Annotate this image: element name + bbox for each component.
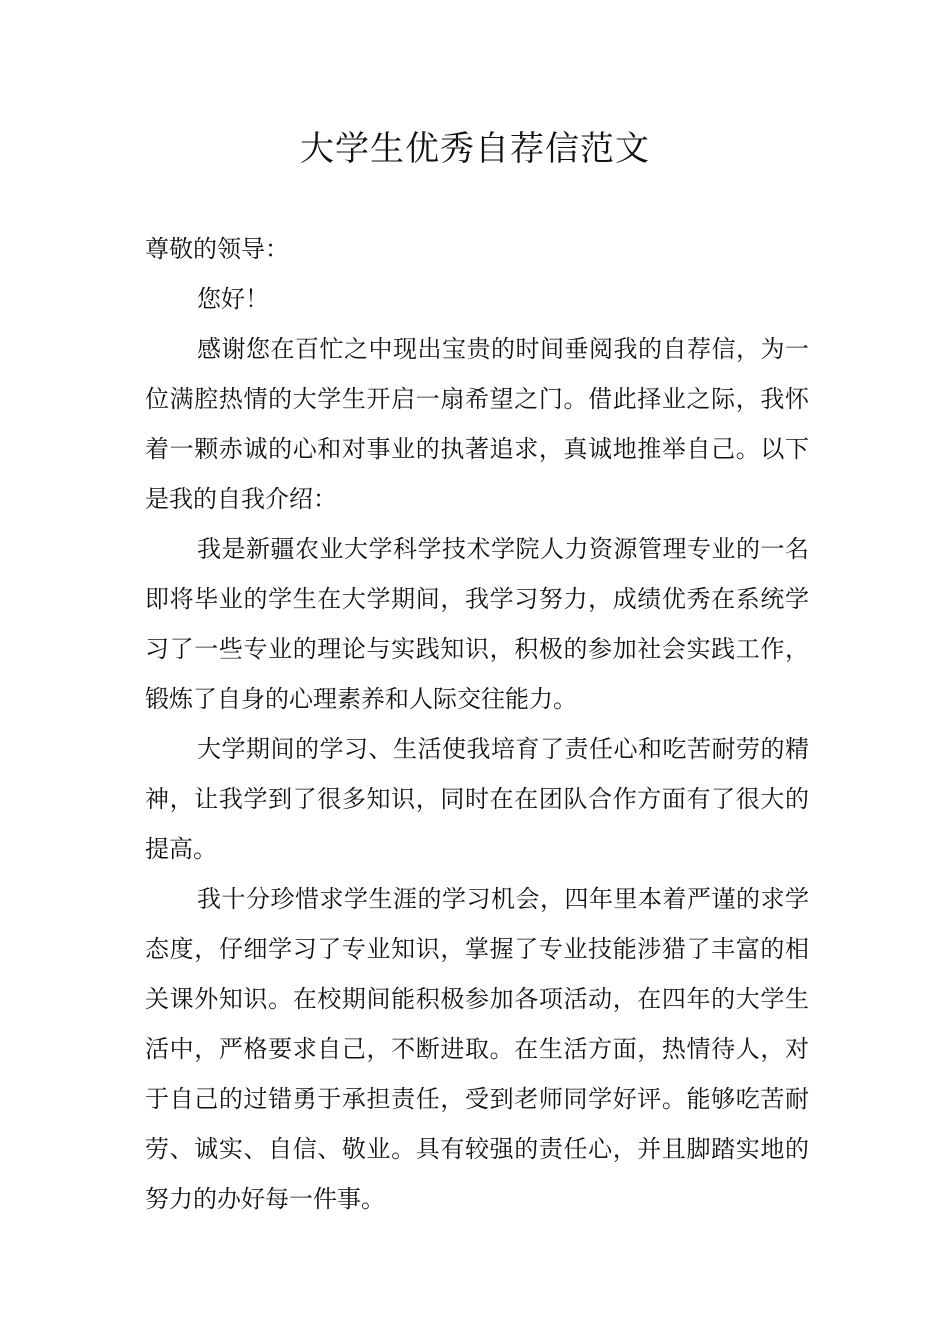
letter-body bbox=[145, 224, 809, 1224]
paragraph: 我是新疆农业大学科学技术学院人力资源管理专业的一名即将毕业的学生在大学期间，我学习努力，成绩优秀在系统学习了一些专业的理论与实践知识，积极的参加社会实践工作，锻炼了自身的心理素养和人际交往能力。 bbox=[145, 535, 809, 713]
paragraph: 我十分珍惜求学生涯的学习机会，四年里本着严谨的求学态度，仔细学习了专业知识，掌握了专业技能涉猎了丰富的相关课外知识。在校期间能积极参加各项活动，在四年的大学生活中，严格要求自己，不断进取。在生活方面，热情待人，对于自己的过错勇于承担责任，受到老师同学好评。能够吃苦耐劳、诚实、自信、敬业。具有较强的责任心，并且脚踏实地的努力的办好每一件事。 bbox=[145, 885, 809, 1213]
document-title: 大学生优秀自荐信范文 bbox=[300, 129, 650, 169]
salutation: 尊敬的领导： bbox=[145, 235, 289, 263]
greeting: 您好！ bbox=[197, 285, 269, 313]
paragraph: 感谢您在百忙之中现出宝贵的时间垂阅我的自荐信，为一位满腔热情的大学生开启一扇希望之门。借此择业之际，我怀着一颗赤诚的心和对事业的执著追求，真诚地推举自己。以下是我的自我介绍： bbox=[145, 335, 809, 513]
paragraph: 大学期间的学习、生活使我培育了责任心和吃苦耐劳的精神，让我学到了很多知识，同时在在团队合作方面有了很大的提高。 bbox=[145, 735, 809, 863]
